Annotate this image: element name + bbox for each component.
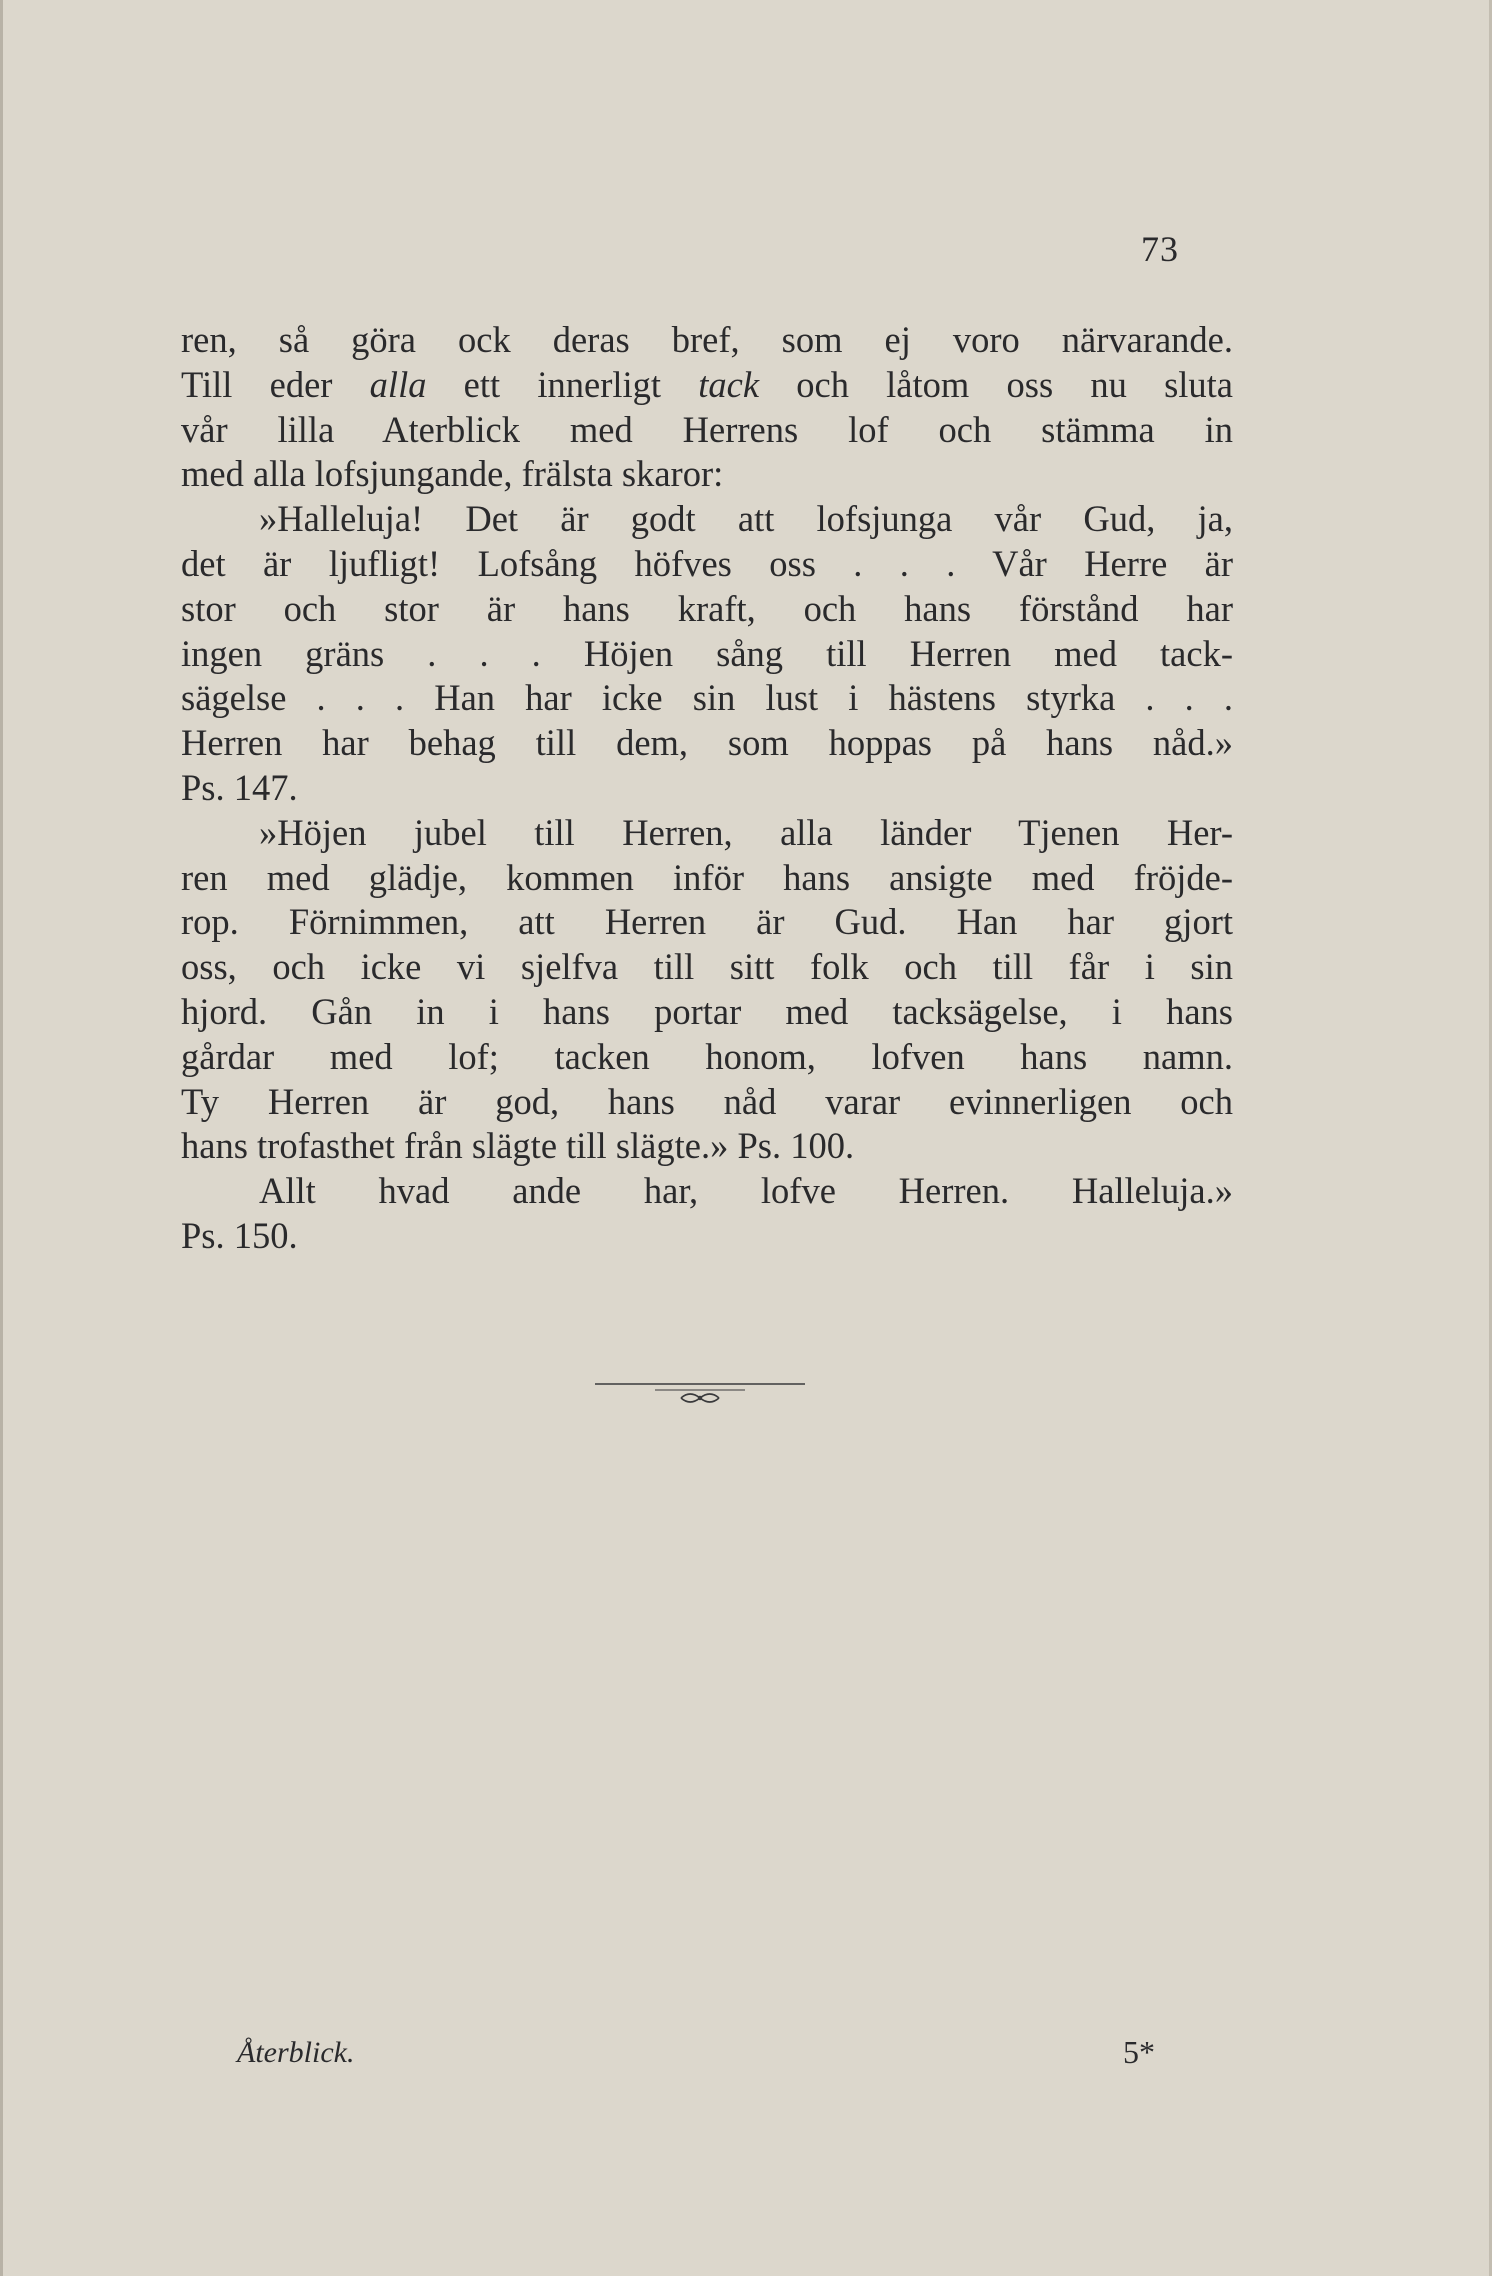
text-span: ren med glädje, kommen inför hans ansigte med fröjde- (181, 856, 1233, 898)
text-line (181, 408, 1233, 453)
section-ornament (595, 1378, 805, 1418)
text-line (181, 452, 1233, 497)
text-line (181, 1169, 1233, 1214)
text-line (181, 497, 1233, 542)
text-line (181, 990, 1233, 1035)
text-span: det är ljufligt! Lofsång höfves oss . . . Vår Herre är (181, 542, 1233, 584)
text-span: rop. Förnimmen, att Herren är Gud. Han har gjort (181, 901, 1233, 943)
text-span: oss, och icke vi sjelfva till sitt folk och till får i sin (181, 946, 1233, 988)
text-span: Ps. 150. (181, 1214, 298, 1256)
text-line (181, 587, 1233, 632)
page-number: 73 (1141, 229, 1179, 269)
text-span: med alla lofsjungande, frälsta skaror: (181, 453, 724, 495)
text-span: Ps. 147. (181, 766, 298, 808)
text-line (181, 318, 1233, 363)
text-line (181, 676, 1233, 721)
text-line (181, 856, 1233, 901)
text-span: ett innerligt (426, 363, 699, 405)
text-line (181, 1124, 1233, 1169)
text-line (181, 1035, 1233, 1080)
text-span: ingen gräns . . . Höjen sång till Herren med tack- (181, 632, 1233, 674)
emphasis-alla: alla (369, 363, 427, 405)
text-line (181, 363, 1233, 408)
emphasis-tack: tack (698, 363, 760, 405)
text-span: Allt hvad ande har, lofve Herren. Halleluja.» (259, 1170, 1233, 1212)
text-span: hans trofasthet från slägte till slägte.» Ps. 100. (181, 1125, 855, 1167)
text-span: vår lilla Aterblick med Herrens lof och stämma in (181, 408, 1233, 450)
text-line (181, 632, 1233, 677)
text-span: gårdar med lof; tacken honom, lofven hans namn. (181, 1035, 1233, 1077)
text-span: och låtom oss nu sluta (759, 363, 1234, 405)
text-line (181, 542, 1233, 587)
signature-mark: Återblick. (237, 2036, 355, 2069)
text-line (181, 900, 1233, 945)
text-span: »Höjen jubel till Herren, alla länder Tjenen Her- (259, 811, 1233, 853)
body-text (181, 318, 1233, 1259)
text-span: Ty Herren är god, hans nåd varar evinnerligen och (181, 1080, 1233, 1122)
text-span: Till eder (181, 363, 370, 405)
text-span: »Halleluja! Det är godt att lofsjunga vår Gud, ja, (259, 498, 1233, 540)
text-span: hjord. Gån in i hans portar med tacksägelse, i hans (181, 990, 1233, 1032)
text-span: sägelse . . . Han har icke sin lust i hästens styrka . . . (181, 677, 1233, 719)
text-line (181, 721, 1233, 766)
text-span: stor och stor är hans kraft, och hans förstånd har (181, 587, 1233, 629)
text-line (181, 811, 1233, 856)
text-line (181, 945, 1233, 990)
text-span: ren, så göra ock deras bref, som ej voro närvarande. (181, 319, 1233, 360)
text-line (181, 766, 1233, 811)
signature-number: 5* (1123, 2034, 1155, 2070)
text-line (181, 1214, 1233, 1259)
text-span: Herren har behag till dem, som hoppas på hans nåd.» (181, 722, 1233, 764)
text-line (181, 1080, 1233, 1125)
